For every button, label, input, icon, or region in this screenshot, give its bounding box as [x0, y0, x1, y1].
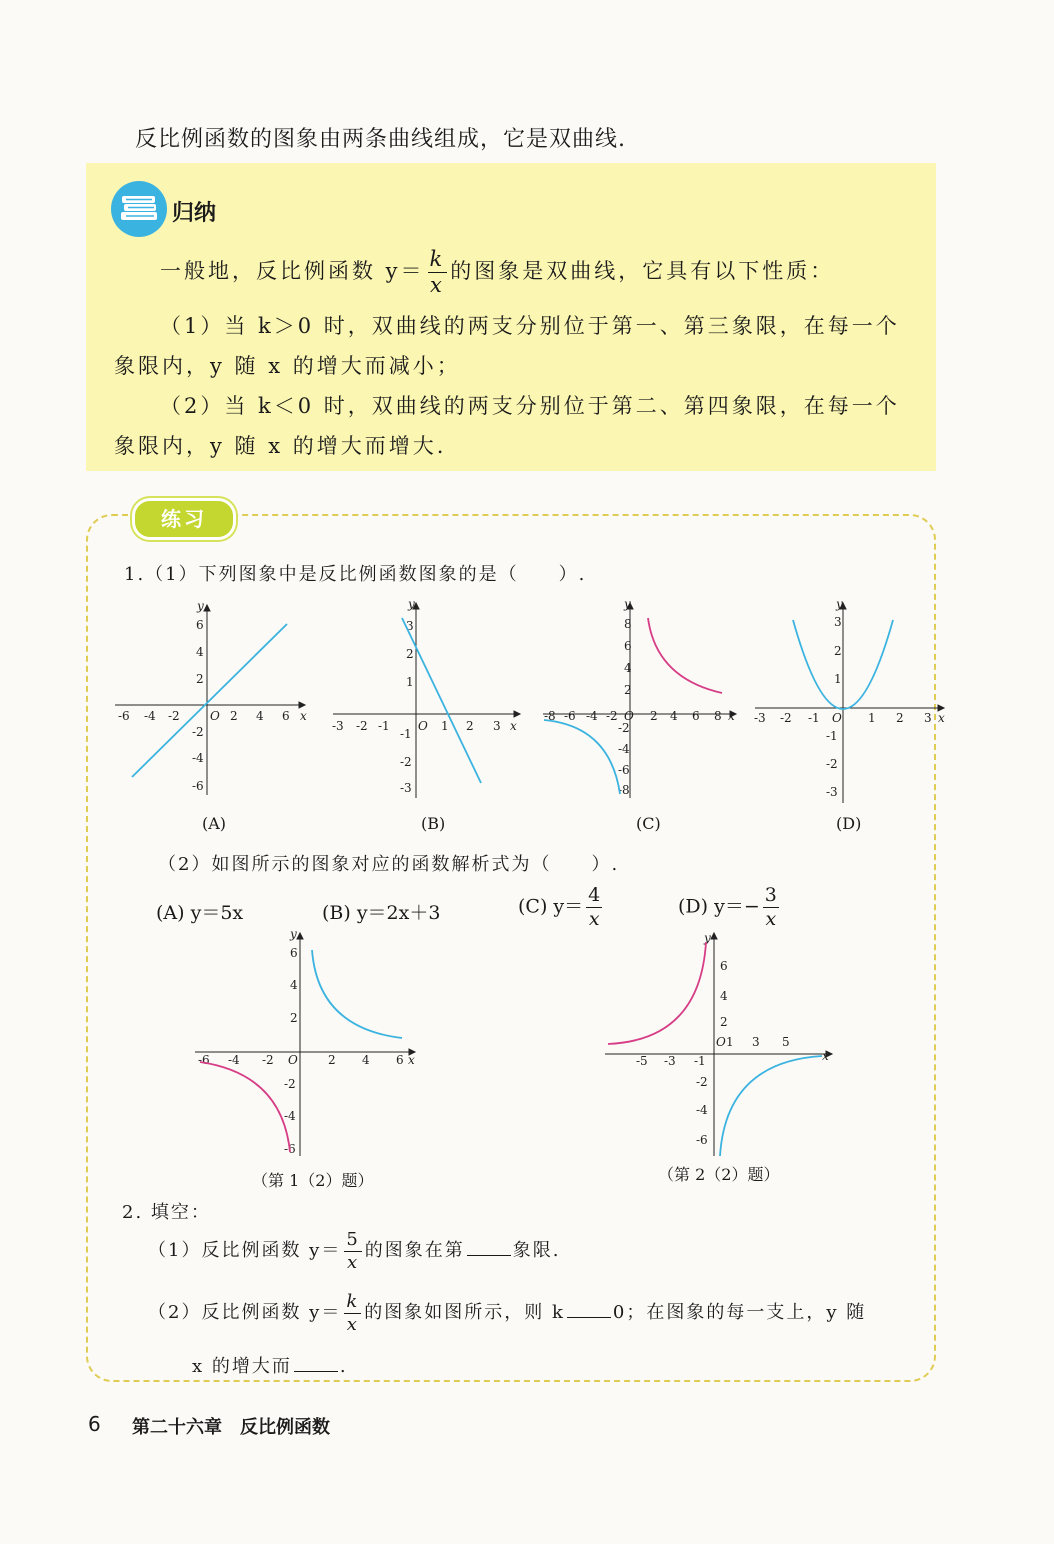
option-c [518, 886, 605, 929]
svg-text:y: y [624, 598, 631, 611]
option-b: (B) y＝2x＋3 [322, 902, 441, 924]
graph-a [110, 600, 315, 805]
svg-text:6: 6 [290, 946, 298, 960]
intro-text: 一般地，反比例函数 y＝ [160, 259, 425, 283]
property-1-line-2: 象限内，y 随 x 的增大而减小； [114, 354, 461, 378]
svg-text:x: x [510, 719, 517, 733]
branch-quadrant-2 [608, 942, 706, 1044]
svg-text:-6: -6 [118, 709, 130, 723]
svg-text:1: 1 [441, 719, 449, 733]
frac-num: 5 [346, 1228, 360, 1250]
svg-text:-1: -1 [694, 1054, 706, 1068]
svg-text:6: 6 [282, 709, 290, 723]
option-a: (A) y＝5x [156, 902, 244, 924]
caption-question-2-2: （第 2（2）题） [658, 1165, 780, 1184]
lead-sentence: 反比例函数的图象由两条曲线组成，它是双曲线. [135, 127, 626, 152]
q2-2-text: （2）反比例函数 y＝ [148, 1302, 342, 1323]
svg-text:y: y [290, 928, 297, 941]
practice-badge: 练习 [132, 498, 236, 540]
line-decreasing [402, 618, 481, 783]
svg-text:-2: -2 [168, 709, 180, 723]
frac-num: k [346, 1290, 360, 1312]
frac-num: 4 [588, 884, 601, 906]
svg-text:O: O [624, 709, 634, 723]
summary-intro [160, 244, 834, 298]
svg-text:4: 4 [624, 661, 632, 675]
question-1-1: 1.（1）下列图象中是反比例函数图象的是（ ）. [124, 564, 587, 585]
svg-text:2: 2 [290, 1011, 298, 1025]
svg-text:-3: -3 [664, 1054, 676, 1068]
svg-text:-4: -4 [696, 1103, 708, 1117]
svg-text:-2: -2 [284, 1077, 296, 1091]
svg-text:-6: -6 [284, 1142, 296, 1156]
summary-title: 归纳 [172, 201, 217, 226]
option-c-fraction [586, 886, 602, 929]
svg-text:x: x [408, 1053, 415, 1067]
svg-text:y: y [704, 931, 711, 945]
q2-1-text-end: 象限. [512, 1240, 561, 1261]
svg-text:-6: -6 [696, 1133, 708, 1147]
svg-text:-8: -8 [544, 709, 556, 723]
svg-text:1: 1 [868, 711, 876, 725]
svg-text:-4: -4 [228, 1053, 240, 1067]
svg-text:x: x [300, 709, 307, 723]
svg-text:4: 4 [290, 978, 298, 992]
svg-text:3: 3 [406, 619, 414, 633]
fraction-k-over-x [428, 249, 448, 296]
graph-c [540, 598, 745, 803]
option-d [678, 886, 782, 929]
svg-text:-3: -3 [754, 711, 766, 725]
svg-text:-6: -6 [618, 763, 630, 777]
svg-text:-1: -1 [808, 711, 820, 725]
svg-text:6: 6 [396, 1053, 404, 1067]
svg-text:8: 8 [714, 709, 722, 723]
svg-text:-2: -2 [400, 755, 412, 769]
svg-text:-2: -2 [356, 719, 368, 733]
svg-text:-2: -2 [606, 709, 618, 723]
svg-text:-2: -2 [262, 1053, 274, 1067]
svg-text:4: 4 [256, 709, 264, 723]
property-1-line-1: （1）当 k＞0 时，双曲线的两支分别位于第一、第三象限，在每一个 [160, 314, 900, 338]
frac-den: x [765, 908, 777, 930]
svg-text:-3: -3 [332, 719, 344, 733]
svg-text:-3: -3 [400, 781, 412, 795]
svg-text:2: 2 [834, 644, 842, 658]
svg-text:2: 2 [328, 1053, 336, 1067]
answer-blank[interactable] [567, 1317, 611, 1318]
svg-text:6: 6 [624, 639, 632, 653]
question-2-2 [148, 1288, 866, 1338]
branch-quadrant-3 [200, 1062, 290, 1152]
svg-text:-4: -4 [144, 709, 156, 723]
svg-text:-2: -2 [618, 721, 630, 735]
q2-2-text-end: . [339, 1356, 348, 1377]
option-d-fraction [763, 886, 779, 929]
question-1-2: （2）如图所示的图象对应的函数解析式为（ ）. [158, 854, 620, 875]
property-2-line-2: 象限内，y 随 x 的增大而增大. [114, 434, 447, 458]
svg-text:y: y [836, 598, 843, 611]
svg-text:2: 2 [650, 709, 658, 723]
svg-text:-4: -4 [586, 709, 598, 723]
q2-2-line2-text: x 的增大而 [192, 1356, 292, 1377]
option-c-label: (C) y＝ [518, 895, 584, 918]
svg-text:6: 6 [720, 959, 728, 973]
svg-text:-6: -6 [564, 709, 576, 723]
graph-question-1-2 [190, 928, 420, 1160]
answer-blank[interactable] [467, 1255, 511, 1256]
svg-text:y: y [197, 600, 204, 613]
question-2: 2. 填空： [122, 1202, 211, 1223]
svg-text:2: 2 [720, 1015, 728, 1029]
question-2-2-line-2 [192, 1352, 348, 1378]
svg-text:x: x [938, 711, 945, 725]
svg-text:-4: -4 [192, 751, 204, 765]
answer-blank[interactable] [294, 1371, 338, 1372]
svg-text:2: 2 [466, 719, 474, 733]
branch-quadrant-3 [544, 720, 620, 794]
svg-text:-5: -5 [636, 1054, 648, 1068]
frac-num: k [429, 247, 446, 271]
q2-1-text-post: 的图象在第 [364, 1240, 465, 1261]
svg-text:-2: -2 [826, 757, 838, 771]
q2-1-text: （1）反比例函数 y＝ [148, 1240, 342, 1261]
svg-text:2: 2 [624, 683, 632, 697]
q2-1-fraction [344, 1228, 361, 1273]
svg-text:2: 2 [196, 672, 204, 686]
svg-text:-6: -6 [192, 779, 204, 793]
graph-d [752, 598, 952, 808]
svg-text:8: 8 [624, 617, 632, 631]
frac-den: x [346, 1313, 359, 1335]
svg-text:4: 4 [720, 989, 728, 1003]
svg-text:-4: -4 [618, 742, 630, 756]
q2-2-text-post: 的图象如图所示，则 k [364, 1302, 565, 1323]
svg-text:-4: -4 [284, 1109, 296, 1123]
books-icon [110, 180, 168, 238]
question-2-1 [148, 1226, 561, 1276]
frac-den: x [346, 1251, 360, 1273]
svg-text:O: O [288, 1053, 298, 1067]
property-2-line-1: （2）当 k＜0 时，双曲线的两支分别位于第二、第四象限，在每一个 [160, 394, 900, 418]
svg-text:O: O [210, 709, 220, 723]
page-number: 6 [88, 1412, 101, 1436]
svg-text:2: 2 [230, 709, 238, 723]
svg-text:O: O [832, 711, 842, 725]
branch-quadrant-1 [312, 950, 402, 1038]
svg-text:-1: -1 [400, 727, 412, 741]
svg-text:-1: -1 [826, 729, 838, 743]
svg-text:O: O [418, 719, 428, 733]
svg-text:-2: -2 [696, 1075, 708, 1089]
chapter-title: 第二十六章 反比例函数 [132, 1417, 330, 1438]
svg-text:6: 6 [692, 709, 700, 723]
graph-label-d: (D) [836, 814, 862, 833]
q2-2-fraction [344, 1290, 361, 1335]
frac-num: 3 [764, 884, 777, 906]
svg-text:y: y [408, 598, 415, 611]
svg-text:2: 2 [896, 711, 904, 725]
svg-text:x: x [822, 1049, 829, 1063]
svg-text:-1: -1 [378, 719, 390, 733]
frac-den: x [429, 273, 445, 297]
q2-2-text-mid: 0；在图象的每一支上，y 随 [612, 1302, 867, 1323]
graph-label-b: (B) [421, 814, 446, 833]
svg-text:-3: -3 [826, 785, 838, 799]
svg-text:3: 3 [924, 711, 932, 725]
svg-text:4: 4 [362, 1053, 370, 1067]
graph-question-2-2 [600, 928, 840, 1160]
graph-b [328, 598, 528, 803]
branch-quadrant-1 [648, 618, 722, 693]
svg-text:1: 1 [834, 672, 842, 686]
svg-text:3: 3 [752, 1035, 760, 1049]
svg-text:3: 3 [493, 719, 501, 733]
svg-text:O: O [716, 1035, 726, 1049]
frac-den: x [588, 908, 600, 930]
svg-text:-2: -2 [192, 725, 204, 739]
graph-label-a: (A) [202, 814, 227, 833]
svg-text:-8: -8 [618, 783, 630, 797]
option-d-label: (D) y＝− [678, 895, 760, 918]
branch-quadrant-4 [720, 1056, 822, 1156]
svg-text:6: 6 [196, 618, 204, 632]
intro-text-post: 的图象是双曲线，它具有以下性质： [450, 259, 835, 283]
line-y-equals-x [132, 624, 287, 777]
svg-text:5: 5 [782, 1035, 790, 1049]
svg-text:4: 4 [196, 645, 204, 659]
svg-text:x: x [728, 709, 735, 723]
svg-text:-2: -2 [780, 711, 792, 725]
caption-question-1-2: （第 1（2）题） [252, 1171, 374, 1190]
svg-text:1: 1 [726, 1035, 734, 1049]
svg-text:2: 2 [406, 647, 414, 661]
svg-text:1: 1 [406, 675, 414, 689]
svg-text:-6: -6 [198, 1053, 210, 1067]
graph-label-c: (C) [636, 814, 661, 833]
svg-text:3: 3 [834, 615, 842, 629]
svg-text:4: 4 [670, 709, 678, 723]
